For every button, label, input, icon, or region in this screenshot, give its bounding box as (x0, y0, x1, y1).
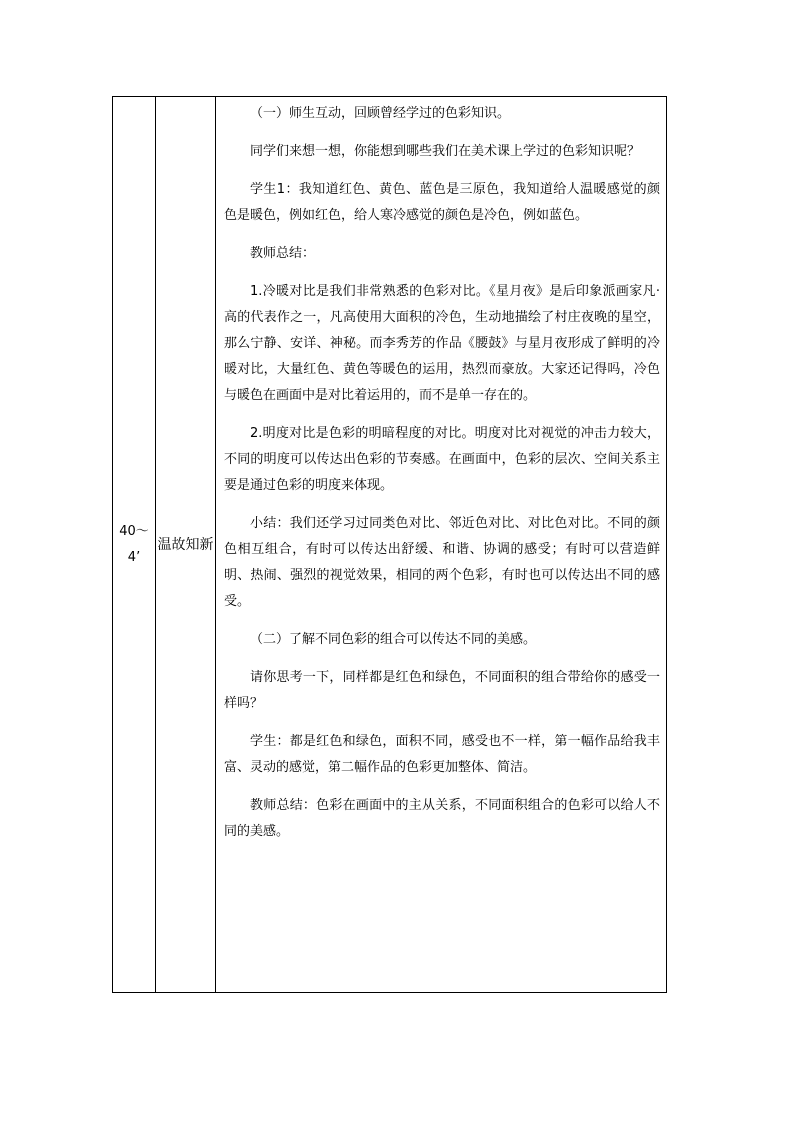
point-lightness-contrast: 2.明度对比是色彩的明暗程度的对比。明度对比对视觉的冲击力较大，不同的明度可以传达出色彩的节奏感。在画面中，色彩的层次、空间关系主要是通过色彩的明度来体现。 (224, 426, 660, 493)
lesson-plan-table (112, 96, 667, 993)
time-duration: 4’ (127, 549, 141, 565)
time-cell (113, 97, 156, 993)
stage-cell (156, 97, 216, 993)
teacher-question: 同学们来想一想，你能想到哪些我们在美术课上学过的色彩知识呢？ (250, 144, 641, 159)
section-heading-1: （一）师生互动，回顾曾经学过的色彩知识。 (250, 106, 511, 121)
thinking-question: 请你思考一下，同样都是红色和绿色，不同面积的组合带给你的感受一样吗？ (224, 670, 660, 711)
section-heading-2: （二）了解不同色彩的组合可以传达不同的美感。 (250, 632, 537, 647)
time-range: 40～ (119, 523, 149, 539)
content-cell (216, 97, 667, 993)
brief-summary: 小结：我们还学习过同类色对比、邻近色对比、对比色对比。不同的颜色相互组合，有时可以传达出舒缓、和谐、协调的感受；有时可以营造鲜明、热闹、强烈的视觉效果，相同的两个色彩，有时也可以传达出不同的感受。 (224, 516, 660, 609)
teacher-summary-final: 教师总结：色彩在画面中的主从关系，不同面积组合的色彩可以给人不同的美感。 (224, 798, 660, 839)
point-warm-cool-contrast: 1.冷暖对比是我们非常熟悉的色彩对比。《星月夜》是后印象派画家凡·高的代表作之一，凡高使用大面积的冷色，生动地描绘了村庄夜晚的星空，那么宁静、安详、神秘。而李秀芳的作品《腰鼓》与星月夜形成了鲜明的冷暖对比，大量红色、黄色等暖色的运用，热烈而豪放。大家还记得吗，冷色与暖色在画面中是对比着运用的，而不是单一存在的。 (224, 284, 660, 403)
student-answer-1: 学生1：我知道红色、黄色、蓝色是三原色，我知道给人温暖感觉的颜色是暖色，例如红色，给人寒冷感觉的颜色是冷色，例如蓝色。 (224, 182, 660, 223)
student-answer-2: 学生：都是红色和绿色，面积不同，感受也不一样，第一幅作品给我丰富、灵动的感觉，第二幅作品的色彩更加整体、简洁。 (224, 734, 660, 775)
table-row (113, 97, 667, 993)
stage-label: 温故知新 (157, 536, 214, 553)
teacher-summary-label: 教师总结： (250, 246, 316, 261)
